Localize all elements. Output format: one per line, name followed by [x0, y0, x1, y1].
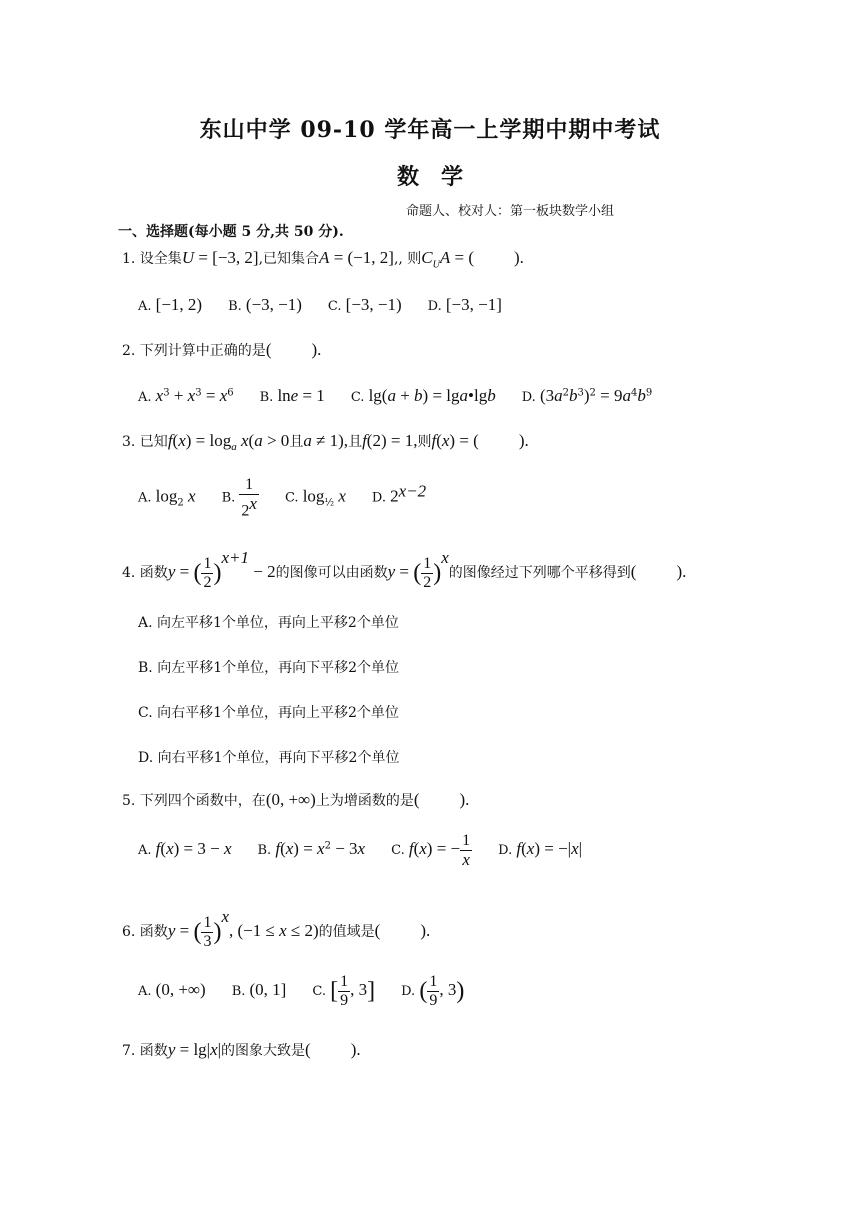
question-5-options: A. f(x) = 3 − x B. $f(x) = x^2 - 3x$ C. f(x) = − $\frac{1}{x}$ D. f(x) = −|x| [138, 832, 583, 869]
question-1: 1. 设全集U = [−3, 2],已知集合A = (−1, 2],, 则$C_UA$ = ( ). [122, 248, 524, 271]
question-5: 5. 下列四个函数中，在(0, +∞)上为增函数的是( ). [122, 790, 470, 809]
question-2: 2. 下列计算中正确的是( ). [122, 340, 322, 359]
author-line: 命题人、校对人：第一板块数学小组 [405, 204, 614, 219]
question-4-option-a: A. 向左平移1个单位，再向上平移2个单位 [138, 615, 399, 631]
section-heading: 一、选择题(每小题 5 分,共 50 分). [118, 224, 344, 240]
question-2-options: A. $x^3 + x^3 = x^6$ B. lne = 1 C. lg(a + b) = lga•lgb D. $(3a^2b^3)^2 = 9a^4b^9$ [138, 386, 653, 405]
question-6: 6. 函数y = ( $\frac{1}{3}$ )$^x$, (−1 ≤ x ≤ 2)的值域是( ). [122, 907, 431, 950]
question-3: 3. 已知$f(x) = \log_a x(a > 0$且a ≠ 1),且f(2) = 1,则f(x) = ( ). [122, 431, 529, 453]
question-4-option-b: B. 向左平移1个单位，再向下平移2个单位 [138, 660, 400, 676]
page-title: 东山中学 09-10 学年高一上学期中期中考试 [199, 117, 661, 143]
question-4: 4. 函数y = ( $\frac{1}{2}$ )$^{x+1}$ − 2的图像可以由函数y = ( $\frac{1}{2}$ )$^x$的图像经过下列哪个平移得到( ). [122, 548, 687, 591]
question-4-option-c: C. 向右平移1个单位，再向上平移2个单位 [138, 705, 399, 721]
question-6-options: A. (0, +∞) B. (0, 1] C. [ $\frac{1}{9}$ , 3] D. ( $\frac{1}{9}$ , 3) [138, 973, 465, 1009]
question-7: 7. 函数y = lg|x|的图象大致是( ). [122, 1040, 361, 1059]
subject-title: 数学 [396, 164, 485, 190]
question-4-option-d: D. 向右平移1个单位，再向下平移2个单位 [138, 750, 400, 766]
question-1-options: A. [−1, 2) B. (−3, −1) C. [−3, −1) D. [−3, −1] [138, 295, 502, 314]
question-3-options: A. $\log_2 x$ B. $\frac{1}{2^x}$ C. $\log_{\frac{1}{2}} x$ D. $2^{x-2}$ [138, 476, 427, 520]
